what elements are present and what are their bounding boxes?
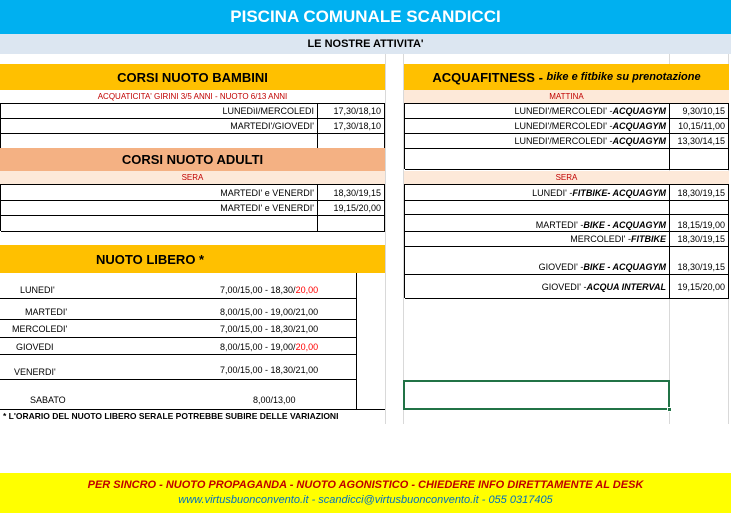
time-label: 7,00/15,00 - 18,30/20,00 — [220, 285, 319, 295]
libero-row — [0, 338, 356, 355]
libero-row — [0, 355, 356, 380]
day-cell: LUNEDI'/MERCOLEDI' - ACQUAGYM — [405, 104, 670, 119]
libero-row — [0, 320, 356, 338]
sera-table — [404, 184, 729, 298]
time-label: 8,00/15,00 - 19,00/20,00 — [220, 342, 319, 352]
day-cell: MARTEDI' - BIKE - ACQUAGYM — [405, 215, 670, 232]
day-cell: MARTEDI'/GIOVEDI' — [1, 119, 318, 134]
day-cell: LUNEDI'/MERCOLEDI' - ACQUAGYM — [405, 134, 670, 149]
page-subtitle: LE NOSTRE ATTIVITA' — [0, 34, 731, 54]
empty-cell — [1, 134, 318, 149]
selected-cell[interactable] — [403, 380, 670, 410]
bambini-header: CORSI NUOTO BAMBINI — [0, 64, 385, 90]
day-cell: MARTEDI' e VENERDI' — [1, 185, 318, 201]
table-row — [1, 134, 385, 149]
table-row — [405, 232, 729, 247]
table-row — [405, 134, 729, 149]
time-label: 8,00/13,00 — [253, 395, 296, 405]
empty-cell — [318, 216, 385, 232]
time-cell: 19,15/20,00 — [670, 275, 729, 299]
time-cell: 9,30/10,15 — [670, 104, 729, 119]
empty-cell — [670, 201, 729, 215]
time-cell: 18,30/19,15 — [318, 185, 385, 201]
empty-cell — [318, 134, 385, 149]
day-label: LUNEDI' — [20, 285, 55, 295]
adulti-header: CORSI NUOTO ADULTI — [0, 148, 385, 171]
libero-row — [0, 299, 356, 320]
empty-cell — [405, 149, 670, 170]
adulti-note: SERA — [0, 171, 385, 184]
day-label: GIOVEDI — [16, 342, 54, 352]
day-cell: GIOVEDI' - BIKE - ACQUAGYM — [405, 247, 670, 275]
day-label: SABATO — [30, 395, 66, 405]
time-cell: 13,30/14,15 — [670, 134, 729, 149]
footer-banner — [0, 473, 731, 513]
time-cell: 10,15/11,00 — [670, 119, 729, 134]
table-row — [405, 185, 729, 201]
day-cell: LUNEDI'/MERCOLEDI' - ACQUAGYM — [405, 119, 670, 134]
footer-contacts[interactable]: www.virtusbuonconvento.it - scandicci@virtusbuonconvento.it - 055 0317405 — [178, 494, 553, 506]
time-label: 7,00/15,00 - 18,30/21,00 — [220, 324, 319, 334]
libero-row — [0, 380, 356, 410]
table-row — [1, 104, 385, 119]
time-cell: 18,15/19,00 — [670, 215, 729, 232]
acquafitness-header: ACQUAFITNESS - bike e fitbike su prenotazione — [404, 64, 729, 90]
table-row — [405, 275, 729, 299]
time-cell: 17,30/18,10 — [318, 119, 385, 134]
empty-cell — [405, 201, 670, 215]
libero-table — [0, 273, 385, 410]
table-row — [405, 149, 729, 170]
time-cell: 18,30/19,15 — [670, 232, 729, 247]
adulti-table — [0, 184, 385, 231]
empty-cell — [1, 216, 318, 232]
libero-row — [0, 273, 356, 299]
time-cell: 19,15/20,00 — [318, 201, 385, 216]
empty-cell — [670, 149, 729, 170]
time-label: 7,00/15,00 - 18,30/21,00 — [220, 365, 319, 375]
day-cell: MARTEDI' e VENERDI' — [1, 201, 318, 216]
day-label: MERCOLEDI' — [12, 324, 68, 334]
sera-label: SERA — [404, 171, 729, 184]
day-cell: LUNEDìI/MERCOLEDI — [1, 104, 318, 119]
bambini-note: ACQUATICITA' GIRINI 3/5 ANNI - NUOTO 6/13 ANNI — [0, 90, 385, 103]
table-row — [405, 201, 729, 215]
table-row — [1, 185, 385, 201]
day-cell: MERCOLEDI' - FITBIKE — [405, 232, 670, 247]
table-row — [405, 215, 729, 232]
table-row — [1, 216, 385, 232]
day-label: MARTEDI' — [25, 307, 68, 317]
day-cell: GIOVEDI' - ACQUA INTERVAL — [405, 275, 670, 299]
page-title: PISCINA COMUNALE SCANDICCI — [0, 0, 731, 34]
table-row — [1, 119, 385, 134]
libero-footnote: * L'ORARIO DEL NUOTO LIBERO SERALE POTREBBE SUBIRE DELLE VARIAZIONI — [3, 411, 339, 421]
footer-info: PER SINCRO - NUOTO PROPAGANDA - NUOTO AGONISTICO - CHIEDERE INFO DIRETTAMENTE AL DESK — [87, 479, 644, 491]
fill-handle[interactable] — [667, 407, 672, 412]
day-cell: LUNEDI' - FITBIKE- ACQUAGYM — [405, 185, 670, 201]
table-row — [405, 247, 729, 275]
time-label: 8,00/15,00 - 19,00/21,00 — [220, 307, 319, 317]
mattina-table — [404, 103, 729, 169]
time-cell: 18,30/19,15 — [670, 185, 729, 201]
mattina-label: MATTINA — [404, 90, 729, 103]
time-cell: 17,30/18,10 — [318, 104, 385, 119]
libero-header: NUOTO LIBERO * — [0, 245, 385, 273]
day-label: VENERDI' — [14, 367, 56, 377]
table-row — [405, 104, 729, 119]
table-row — [1, 201, 385, 216]
table-row — [405, 119, 729, 134]
time-cell: 18,30/19,15 — [670, 247, 729, 275]
bambini-table — [0, 103, 385, 148]
